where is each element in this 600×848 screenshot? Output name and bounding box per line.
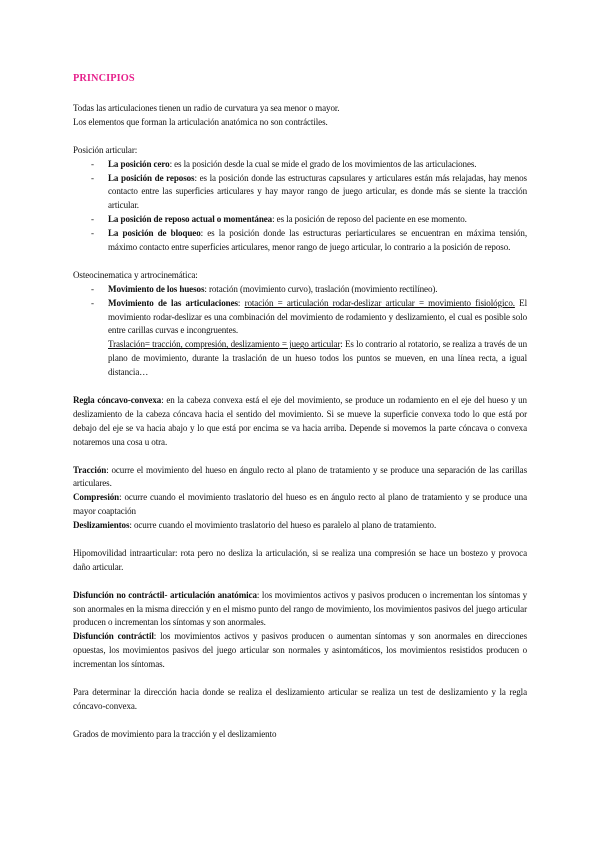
grados-line: Grados de movimiento para la tracción y el deslizamiento bbox=[73, 728, 277, 739]
hipomovilidad-paragraph: Hipomovilidad intraarticular: rota pero no desliza la articulación, si se realiza una compresión se hace un bostezo y provoca daño articular. bbox=[73, 547, 527, 572]
disfuncion-contractil: Disfunción contráctil: los movimientos activos y pasivos producen o aumentan síntomas y son anormales en direcciones opuestas, los movimientos pasivos del juego articular son normales y asintomáticos, los movimientos resistidos producen o incrementan los síntomas. bbox=[73, 631, 527, 670]
document-body bbox=[73, 72, 527, 742]
def-compresion: Compresión: ocurre cuando el movimiento traslatorio del hueso es en ángulo recto al plano de tratamiento y se produce una mayor coaptación bbox=[73, 492, 527, 517]
osteo-item-articulaciones: - Movimiento de las articulaciones: rotación = articulación rodar-deslizar articular = movimiento fisiológico. El movimiento rodar-deslizar es una combinación del movimiento de rodamiento y deslizamiento, el cual es posible solo entre carillas curvas e incongruentes. bbox=[73, 297, 527, 339]
regla-paragraph: Regla cóncavo-convexa: en la cabeza convexa está el eje del movimiento, se produce un rodamiento en el eje del hueso y un deslizamiento de la cabeza cóncava hacia el sentido del movimiento. Si se mueve la superficie convexa todo lo que está por debajo del eje se va hacia abajo y lo que está por encima se va hacia arriba. Depende si movemos la parte cóncava o convexa notaremos una cosa u otra. bbox=[73, 394, 527, 447]
posicion-list bbox=[73, 158, 527, 255]
posicion-item-reposo: - La posición de reposos: es la posición donde las estructuras capsulares y articulares están más relajadas, hay menos contacto entre las superficies articulares y hay mayor rango de juego articular, es donde más se siente la tracción articular. bbox=[73, 172, 527, 214]
disfuncion-no-contractil: Disfunción no contráctil- articulación anatómica: los movimientos activos y pasivos producen o incrementan los síntomas y son anormales en la misma dirección y en el mismo punto del rango de movimiento, los movimientos pasivos del juego articular producen o incrementan los síntomas y son anormales. bbox=[73, 589, 528, 628]
page-title: PRINCIPIOS bbox=[73, 73, 135, 84]
intro-line-1: Todas las articulaciones tienen un radio de curvatura ya sea menor o mayor. bbox=[73, 103, 340, 113]
osteo-item-traslacion: Traslación= tracción, compresión, deslizamiento = juego articular: Es lo contrario al rotatorio, se realiza a través de un plano de movimiento, durante la traslación de un hueso todos los puntos se mueven, en una línea recta, a igual distancia… bbox=[108, 339, 527, 378]
posicion-item-reposo-actual: - La posición de reposo actual o momentánea: es la posición de reposo del paciente en ese momento. bbox=[73, 213, 527, 227]
direccion-paragraph: Para determinar la dirección hacia donde se realiza el deslizamiento articular se realiza un test de deslizamiento y la regla cóncavo-convexa. bbox=[73, 686, 527, 711]
osteo-heading: Osteocinematica y artrocinemática: bbox=[73, 269, 198, 280]
osteo-list bbox=[73, 283, 527, 380]
posicion-item-cero: - La posición cero: es la posición desde la cual se mide el grado de los movimientos de las articulaciones. bbox=[73, 158, 527, 172]
def-traccion: Tracción: ocurre el movimiento del hueso en ángulo recto al plano de tratamiento y se produce una separación de las carillas articulares. bbox=[73, 464, 527, 489]
posicion-heading: Posición articular: bbox=[73, 144, 138, 155]
posicion-item-bloqueo: - La posición de bloqueo: es la posición donde las estructuras periarticulares se encuentran en máxima tensión, máximo contacto entre superficies articulares, menor rango de juego articular, lo contrario a la posición de reposo. bbox=[73, 227, 527, 255]
def-deslizamientos: Deslizamientos: ocurre cuando el movimiento traslatorio del hueso es paralelo al plano de tratamiento. bbox=[73, 520, 437, 531]
osteo-item-huesos: - Movimiento de los huesos: rotación (movimiento curvo), traslación (movimiento rectilíneo). bbox=[73, 283, 527, 297]
intro-line-2: Los elementos que forman la articulación anatómica no son contráctiles. bbox=[73, 116, 328, 127]
